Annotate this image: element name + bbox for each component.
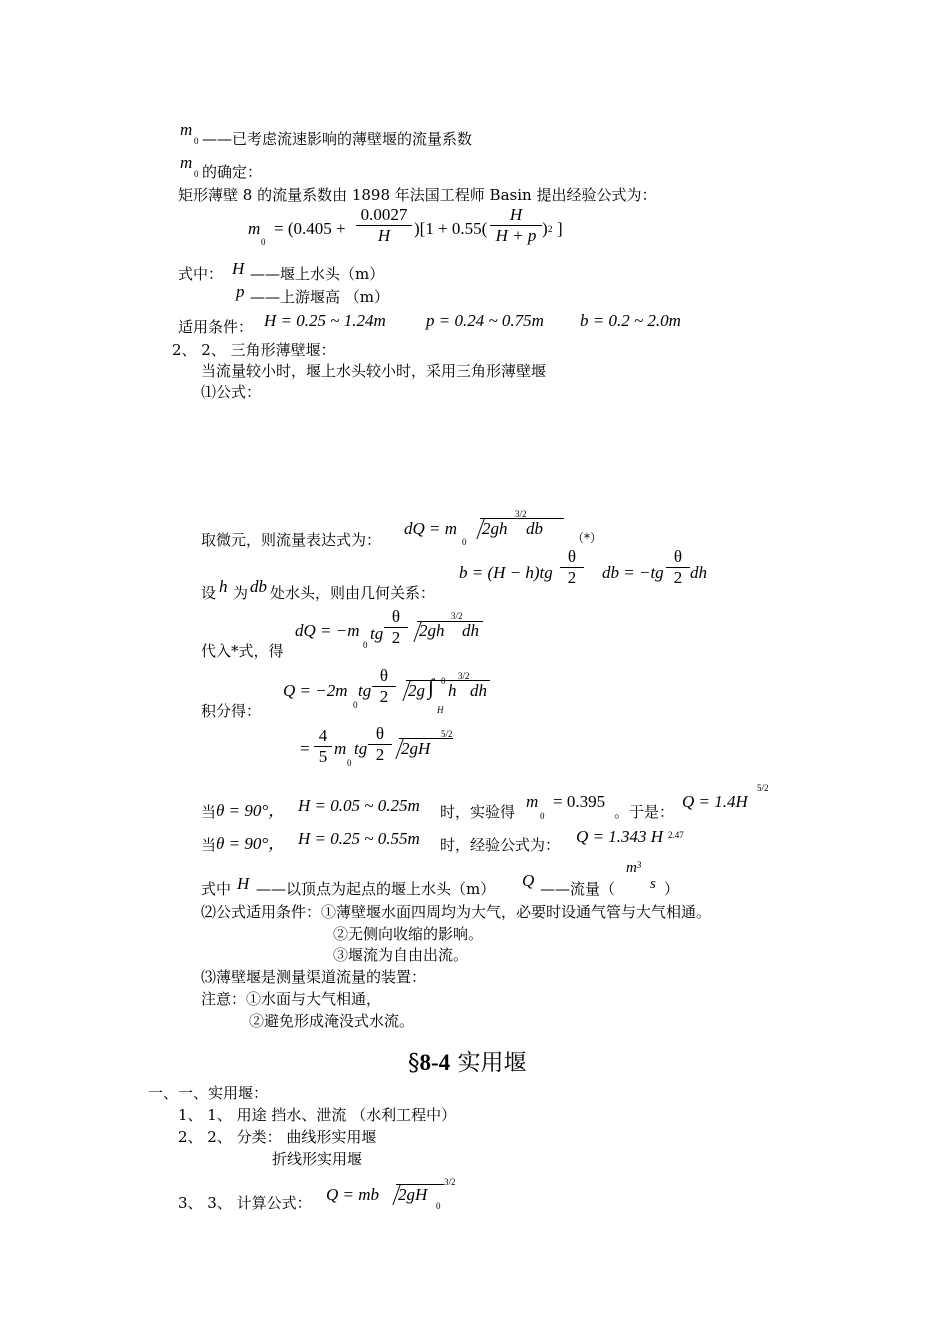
formula-m-sub: 0 <box>261 237 266 247</box>
dq-lhs: dQ = m <box>404 519 458 538</box>
practical-exp: 3/2 <box>444 1177 456 1187</box>
part1-classification-2: 折线形实用堰 <box>272 1150 363 1168</box>
res-tg: tg <box>354 739 368 758</box>
int-sign: ∫ <box>428 674 435 699</box>
int-lhs: Q = −2m <box>283 681 348 700</box>
star-note: （*） <box>572 531 603 545</box>
cond2-h: H = 0.25 ~ 0.55m <box>298 829 420 848</box>
where2-unit-num: $m^3$ <box>626 860 642 876</box>
section-2-title: 2、 2、 三角形薄壁堰： <box>172 341 336 359</box>
res-frac: $\frac{\theta}{2}$ <box>368 724 392 765</box>
where2-unit-den: s <box>650 876 656 892</box>
geom-frac2: $\frac{\theta}{2}$ <box>666 547 690 588</box>
formula-frac2: $\frac{H}{H + p}$ <box>490 205 542 246</box>
m0-symbol-2: m <box>180 153 193 172</box>
dq-m-sub: 0 <box>462 537 467 547</box>
practical-formula: Q = mb <box>326 1185 380 1204</box>
formula-exp: 2 <box>548 224 553 234</box>
sub-dh: dh <box>462 621 479 640</box>
res-2gh: 2gH <box>401 739 431 758</box>
practical-2gh: 2gH <box>398 1185 428 1204</box>
cond1-then: 。于是： <box>614 803 675 821</box>
sub-rhs: 2gh <box>419 621 445 640</box>
m0-subscript-2: 0 <box>194 169 199 179</box>
p-definition: ——上游堰高 （m） <box>250 288 389 306</box>
geom-db-eq: db = −tg <box>602 563 664 582</box>
h-symbol: H <box>232 259 245 278</box>
formula-condition-3: ③堰流为自由出流。 <box>333 946 469 964</box>
where2-h-def: ——以顶点为起点的堰上水头（m） <box>256 880 496 898</box>
geom-h: h <box>219 577 228 596</box>
m0-symbol: m <box>180 120 193 139</box>
m0-determination: 的确定： <box>202 163 263 181</box>
sub-frac: $\frac{\theta}{2}$ <box>384 607 408 648</box>
where2-h: H <box>237 874 250 893</box>
cond2-text: 时，经验公式为： <box>440 836 561 854</box>
cond2-theta: θ = 90°， <box>216 834 286 853</box>
int-upper: 0 <box>441 676 446 686</box>
geom-frac1: $\frac{\theta}{2}$ <box>560 547 584 588</box>
m0-definition: ——已考虑流速影响的薄壁堰的流量系数 <box>202 130 473 148</box>
basin-intro: 矩形薄壁 8 的流量系数由 1898 年法国工程师 Basin 提出经验公式为： <box>178 186 657 204</box>
where2-close: ） <box>664 880 680 898</box>
cond1-m: m <box>526 792 539 811</box>
cond1-pre: 当 <box>201 803 217 821</box>
geom-pre: 设 <box>201 584 217 602</box>
cond1-h: H = 0.05 ~ 0.25m <box>298 796 420 815</box>
note-2: ②避免形成淹没式水流。 <box>249 1012 415 1030</box>
dq-db: db <box>526 519 543 538</box>
where2-label: 式中 <box>201 880 232 898</box>
cond-h: H = 0.25 ~ 1.24m <box>264 311 386 330</box>
res-frac45: $\frac{4}{5}$ <box>314 726 332 767</box>
cond1-q: Q = 1.4H <box>682 792 748 811</box>
cond1-theta: θ = 90°， <box>216 801 286 820</box>
note-1: 注意：①水面与大气相通， <box>201 990 382 1008</box>
int-frac: $\frac{\theta}{2}$ <box>372 666 396 707</box>
formula-part4: ] <box>557 219 563 238</box>
cond1-val: = 0.395 <box>553 792 606 811</box>
sub-lhs: dQ = −m <box>295 621 360 640</box>
int-2g: 2g <box>408 681 425 700</box>
res-exp: 5/2 <box>441 729 453 739</box>
formula-condition-2: ②无侧向收缩的影响。 <box>333 925 484 943</box>
part1-usage: 1、 1、 用途 挡水、泄流 （水利工程中） <box>178 1106 457 1124</box>
int-m-sub: 0 <box>353 700 358 710</box>
section-heading <box>408 1044 526 1077</box>
res-m: m <box>334 739 347 758</box>
section-2-desc: 当流量较小时，堰上水头较小时，采用三角形薄壁堰 <box>201 362 547 380</box>
applicable-label: 适用条件： <box>178 318 254 336</box>
cond1-text: 时，实验得 <box>440 803 516 821</box>
int-tg: tg <box>358 681 372 700</box>
geom-b: b = (H − h)tg <box>459 563 553 582</box>
int-lower: H <box>437 705 444 715</box>
res-m-sub: 0 <box>347 758 352 768</box>
cond1-m-sub: 0 <box>540 811 545 821</box>
formula-conditions: ⑵公式适用条件：①薄壁堰水面四周均为大气，必要时设通气管与大气相通。 <box>201 903 712 921</box>
cond-b: b = 0.2 ~ 2.0m <box>580 311 681 330</box>
section-2-formula-label: ⑴公式： <box>201 383 262 401</box>
sub-m-sub: 0 <box>363 640 368 650</box>
part1-formula-label: 3、 3、 计算公式： <box>178 1194 312 1212</box>
geom-mid: 为 <box>233 584 249 602</box>
where2-q: Q <box>522 871 535 890</box>
heading-number: 8-4 <box>419 1050 451 1075</box>
geom-post: 处水头，则由几何关系： <box>270 584 436 602</box>
int-h: h <box>448 681 457 700</box>
where-label: 式中： <box>178 265 224 283</box>
formula-part2: )[1 + 0.55( <box>414 219 488 238</box>
part1-title: 一、一、实用堰： <box>148 1084 269 1102</box>
formula-part3: ) <box>542 219 548 238</box>
cond2-q: Q = 1.343 H <box>576 827 664 846</box>
cond2-q-exp: 2.47 <box>668 830 684 840</box>
formula-frac1: $\frac{0.0027}{H}$ <box>356 205 412 246</box>
sub-tg: tg <box>370 624 384 643</box>
formula-m: m <box>248 219 261 238</box>
geom-db: db <box>250 577 267 596</box>
heading-text: 实用堰 <box>457 1050 527 1076</box>
cond1-q-exp: 5/2 <box>757 783 769 793</box>
geom-dh: dh <box>690 563 707 582</box>
dq-rhs: 2gh <box>482 519 508 538</box>
p-symbol: p <box>236 282 245 301</box>
m0-subscript: 0 <box>194 136 199 146</box>
differential-intro: 取微元，则流量表达式为： <box>201 531 382 549</box>
substitute-label: 代入*式，得 <box>201 642 284 660</box>
int-exp: 3/2 <box>458 671 470 681</box>
cond2-pre: 当 <box>201 836 217 854</box>
formula-part1: = (0.405 + <box>274 219 346 238</box>
int-dh: dh <box>470 681 487 700</box>
part1-classification: 2、 2、 分类： 曲线形实用堰 <box>178 1128 377 1146</box>
h-definition: ——堰上水头（m） <box>250 265 385 283</box>
cond-p: p = 0.24 ~ 0.75m <box>426 311 544 330</box>
practical-sub: 0 <box>436 1201 441 1211</box>
sub-exp: 3/2 <box>451 611 463 621</box>
where2-q-def: ——流量（ <box>540 880 616 898</box>
weir-purpose: ⑶薄壁堰是测量渠道流量的装置： <box>201 968 427 986</box>
heading-symbol: § <box>408 1050 420 1076</box>
dq-exp: 3/2 <box>515 509 527 519</box>
res-eq: = <box>300 739 310 758</box>
integral-label: 积分得： <box>201 702 262 720</box>
